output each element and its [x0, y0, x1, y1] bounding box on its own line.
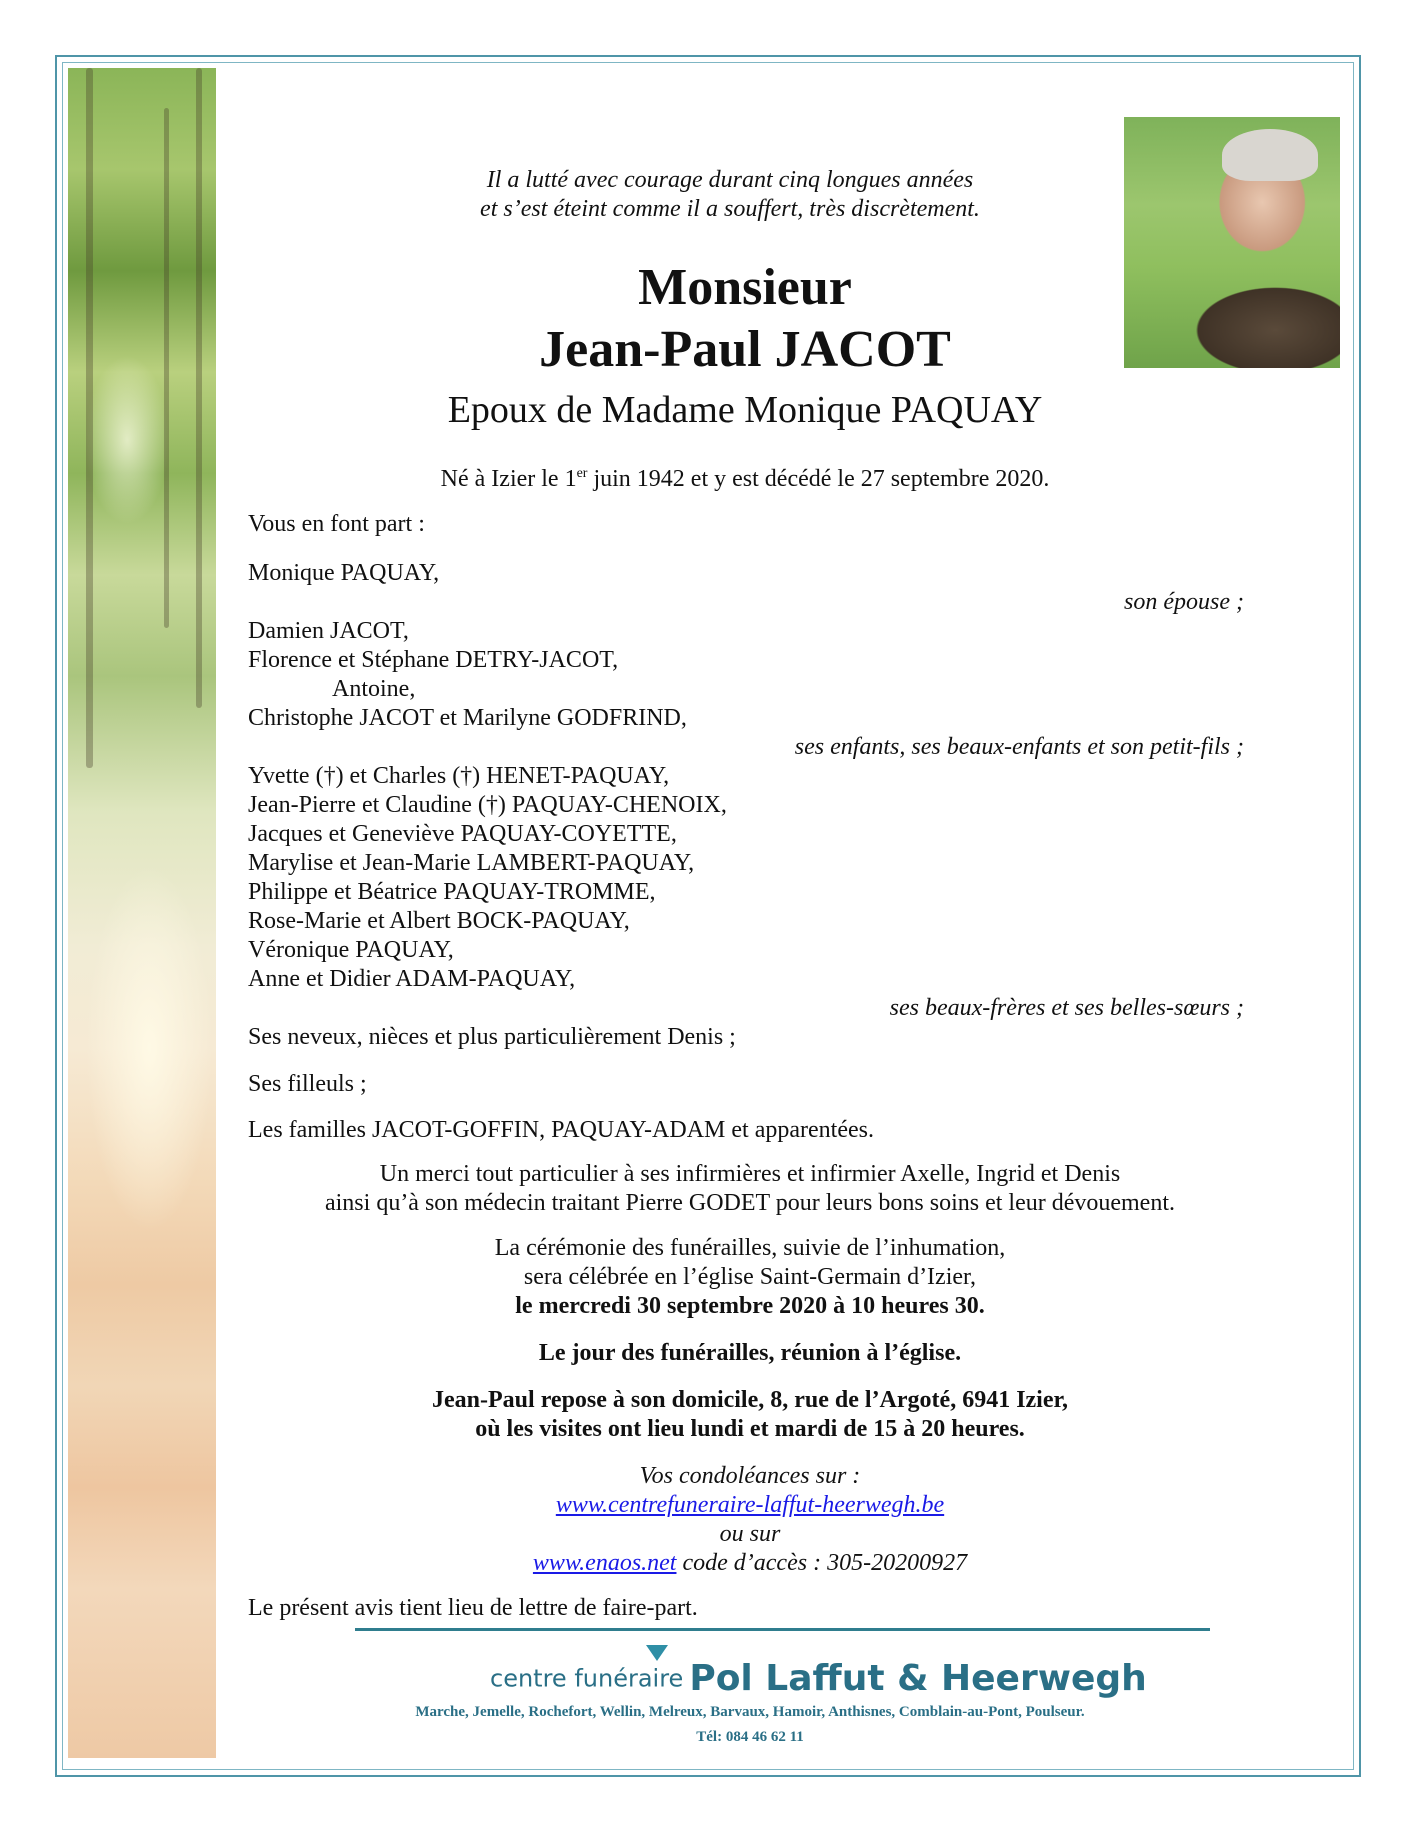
- nephews-line: Ses neveux, nièces et plus particulièrement Denis ;: [248, 1024, 736, 1050]
- access-code: code d’accès : 305-20200927: [676, 1550, 968, 1576]
- thanks-line-1: Un merci tout particulier à ses infirmières et infirmier Axelle, Ingrid et Denis: [379, 1161, 1121, 1187]
- in-law-5: Philippe et Béatrice PAQUAY-TROMME,: [248, 879, 656, 905]
- in-law-4: Marylise et Jean-Marie LAMBERT-PAQUAY,: [248, 850, 695, 876]
- spouse-name: Monique PAQUAY,: [248, 560, 440, 586]
- children-role: ses enfants, ses beaux-enfants et son petit-fils ;: [794, 734, 1244, 760]
- in-law-7: Véronique PAQUAY,: [248, 937, 454, 963]
- visitation-line-2: où les visites ont lieu lundi et mardi de 15 à 20 heures.: [475, 1416, 1025, 1442]
- footer-towns: Marche, Jemelle, Rochefort, Wellin, Melreux, Barvaux, Hamoir, Anthisnes, Comblain-au-Pont, Poulseur.: [415, 1704, 1085, 1720]
- condolences-link-2[interactable]: www.enaos.net: [532, 1550, 677, 1576]
- funeral-home-logo: [490, 1658, 1147, 1699]
- ceremony-line-1: La cérémonie des funérailles, suivie de l’inhumation,: [494, 1235, 1006, 1261]
- brand-name: Pol Laffut & Heerwegh: [689, 1658, 1147, 1699]
- in-laws-role: ses beaux-frères et ses belles-sœurs ;: [889, 995, 1244, 1021]
- child-2: Florence et Stéphane DETRY-JACOT,: [248, 647, 619, 673]
- footer-divider: [355, 1628, 1210, 1631]
- spouse-role: son épouse ;: [1124, 589, 1244, 615]
- footer-phone: Tél: 084 46 62 11: [696, 1729, 804, 1745]
- families-line: Les familles JACOT-GOFFIN, PAQUAY-ADAM et apparentées.: [248, 1117, 874, 1143]
- deceased-name: Jean-Paul JACOT: [539, 321, 951, 378]
- condolences-link-row-1: [250, 1491, 1250, 1520]
- intro-quote: [430, 166, 1030, 224]
- thanks-line-2: ainsi qu’à son médecin traitant Pierre GODET pour leurs bons soins et leur dévouement.: [324, 1190, 1176, 1216]
- closing-line: Le présent avis tient lieu de lettre de faire-part.: [248, 1595, 698, 1621]
- condolences-link-row-2: [250, 1549, 1250, 1578]
- birth-suffix: juin 1942 et y est décédé le 27 septembre 2020.: [587, 466, 1050, 492]
- meeting-line: Le jour des funérailles, réunion à l’église.: [538, 1340, 962, 1366]
- intro-line-1: Il a lutté avec courage durant cinq longues années: [486, 167, 974, 193]
- condolences-or: ou sur: [719, 1521, 781, 1547]
- announce-intro: Vous en font part :: [248, 511, 425, 537]
- ceremony-date: le mercredi 30 septembre 2020 à 10 heures 30.: [515, 1293, 985, 1319]
- portrait-photo: [1124, 117, 1340, 368]
- child-3: Christophe JACOT et Marilyne GODFRIND,: [248, 705, 687, 731]
- condolences-link-1[interactable]: www.centrefuneraire-laffut-heerwegh.be: [555, 1492, 945, 1518]
- ceremony-line-2: sera célébrée en l’église Saint-Germain d’Izier,: [523, 1264, 977, 1290]
- in-law-3: Jacques et Geneviève PAQUAY-COYETTE,: [248, 821, 677, 847]
- condolences-intro: Vos condoléances sur :: [639, 1463, 861, 1489]
- in-law-1: Yvette (†) et Charles (†) HENET-PAQUAY,: [248, 763, 670, 789]
- intro-line-2: et s’est éteint comme il a souffert, très discrètement.: [480, 196, 980, 222]
- child-1: Damien JACOT,: [248, 618, 409, 644]
- deceased-honorific: Monsieur: [638, 259, 852, 316]
- spouse-line: Epoux de Madame Monique PAQUAY: [447, 389, 1043, 431]
- in-law-2: Jean-Pierre et Claudine (†) PAQUAY-CHENOIX,: [248, 792, 727, 818]
- birth-ordinal: er: [576, 466, 588, 481]
- brand-small-text: centre funéraire: [490, 1664, 684, 1693]
- forest-path-decorative-image: [68, 68, 216, 1758]
- in-law-8: Anne et Didier ADAM-PAQUAY,: [248, 966, 576, 992]
- birth-death-line: [380, 459, 1110, 494]
- visitation-line-1: Jean-Paul repose à son domicile, 8, rue de l’Argoté, 6941 Izier,: [432, 1387, 1068, 1413]
- grandchild-1: Antoine,: [332, 676, 416, 702]
- in-law-6: Rose-Marie et Albert BOCK-PAQUAY,: [248, 908, 630, 934]
- godchildren-line: Ses filleuls ;: [248, 1071, 367, 1097]
- birth-prefix: Né à Izier le 1: [440, 466, 577, 492]
